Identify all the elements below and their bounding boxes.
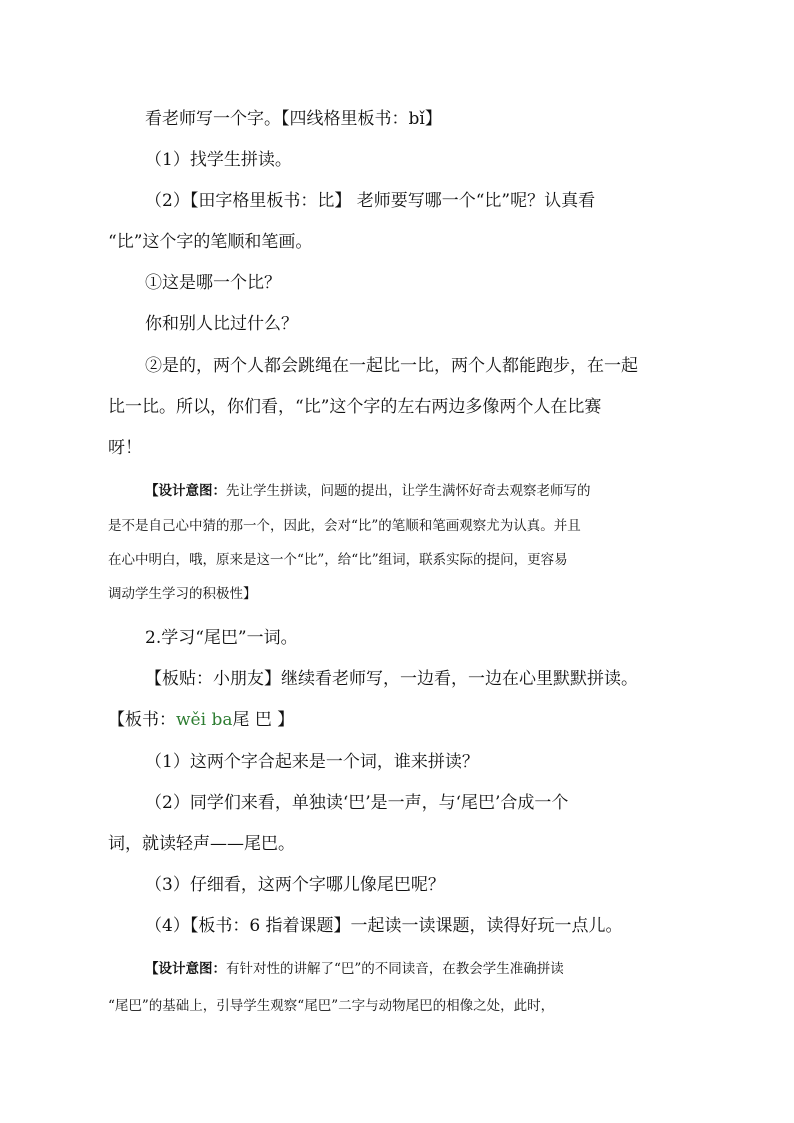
design-intent-label: 【设计意图： [145, 483, 226, 499]
paragraph-line: 比一比。所以，你们看，“比”这个字的左右两边多像两个人在比赛 [108, 397, 602, 417]
paragraph-line: 看老师写一个字。【四线格里板书：bǐ】 [145, 109, 442, 129]
paragraph-line: （1）这两个字合起来是一个词，谁来拼读？ [145, 752, 479, 772]
design-intent-line [145, 481, 591, 501]
paragraph-line: （4）【板书：6 指着课题】一起读一读课题，读得好玩一点儿。 [145, 916, 623, 936]
board-writing-line [108, 709, 294, 731]
board-prefix: 【板书： [108, 710, 176, 730]
pinyin-text: wěi ba [176, 710, 233, 730]
design-intent-text: 有针对性的讲解了“巴”的不同读音，在教会学生准确拼读 [226, 961, 564, 977]
paragraph-line: 呀！ [108, 438, 142, 458]
design-intent-label: 【设计意图： [145, 961, 226, 977]
paragraph-line: （2）【田字格里板书：比】 老师要写哪一个“比”呢？认真看 [145, 191, 596, 211]
paragraph-line: （1）找学生拼读。 [145, 150, 292, 170]
design-intent-text: 先让学生拼读，问题的提出，让学生满怀好奇去观察老师写的 [226, 483, 591, 499]
paragraph-line: ①这是哪一个比？ [145, 273, 281, 293]
paragraph-line: “比”这个字的笔顺和笔画。 [108, 232, 313, 252]
board-suffix: 尾 巴 】 [232, 710, 295, 730]
paragraph-line: 词，就读轻声——尾巴。 [108, 834, 295, 854]
design-intent-line: 是不是自己心中猜的那一个，因此，会对“比”的笔顺和笔画观察尤为认真。并且 [108, 518, 581, 534]
paragraph-line: 你和别人比过什么？ [145, 314, 298, 334]
section-heading: 2.学习“尾巴”一词。 [145, 628, 298, 648]
paragraph-line: （2）同学们来看，单独读‘巴’是一声，与‘尾巴’合成一个 [145, 793, 569, 813]
design-intent-line [145, 959, 564, 979]
design-intent-line: “尾巴”的基础上，引导学生观察“尾巴”二字与动物尾巴的相像之处，此时， [108, 998, 555, 1014]
paragraph-line: 【板贴：小朋友】继续看老师写，一边看，一边在心里默默拼读。 [145, 669, 638, 689]
design-intent-line: 在心中明白，哦，原来是这一个“比”，给“比”组词，联系实际的提问，更容易 [108, 552, 568, 568]
paragraph-line: （3）仔细看，这两个字哪儿像尾巴呢？ [145, 875, 445, 895]
design-intent-line: 调动学生学习的积极性】 [108, 586, 257, 602]
paragraph-line: ②是的，两个人都会跳绳在一起比一比，两个人都能跑步，在一起 [145, 356, 638, 376]
